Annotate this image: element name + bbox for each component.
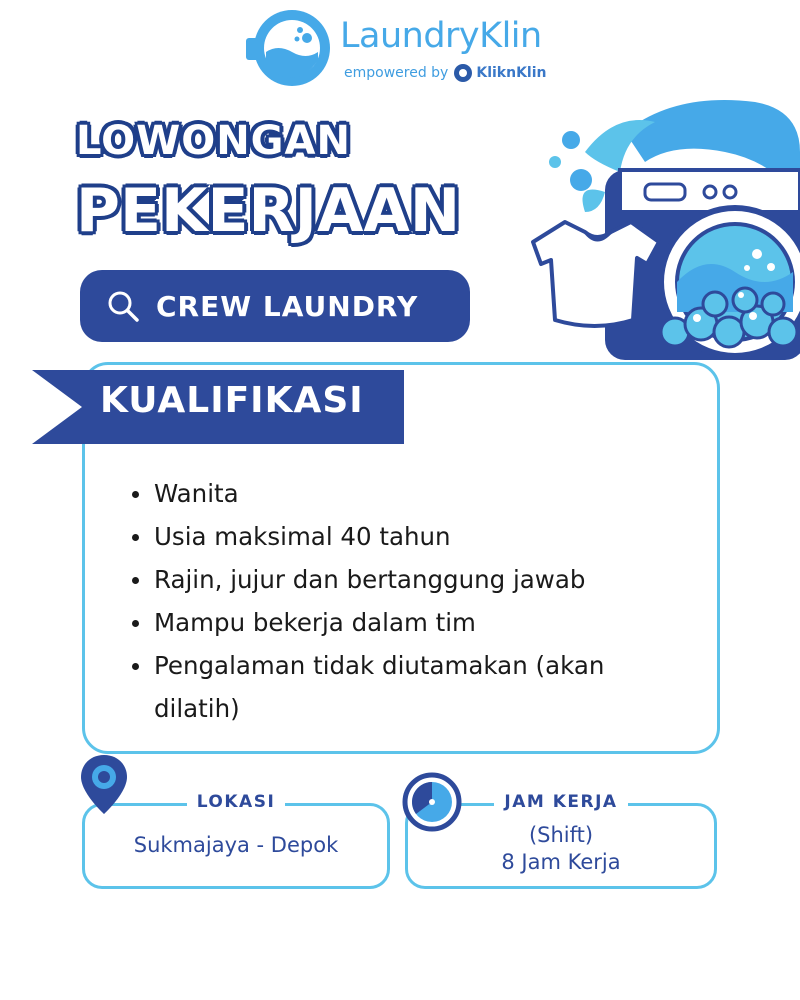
qualification-text: Wanita xyxy=(154,479,239,508)
qualification-item xyxy=(130,515,670,558)
headline-line-2: PEKERJAAN xyxy=(76,176,461,246)
clock-icon xyxy=(402,772,462,832)
location-box-header xyxy=(85,792,387,812)
qualification-text-continued: dilatih) xyxy=(154,694,240,723)
qualification-item xyxy=(130,644,670,730)
washing-machine-logo-icon xyxy=(244,8,336,88)
brand-tagline xyxy=(344,64,546,82)
brand-name: LaundryKlin xyxy=(340,16,542,56)
location-label: LOKASI xyxy=(187,792,286,812)
partner-name: KliknKlin xyxy=(476,65,547,81)
location-value: Sukmajaya - Depok xyxy=(133,833,339,857)
qualifications-heading: KUALIFIKASI xyxy=(100,380,364,421)
qualification-item xyxy=(130,558,670,601)
headline-line-1: LOWONGAN xyxy=(76,118,351,164)
qualification-text: Rajin, jujur dan bertanggung jawab xyxy=(154,565,586,594)
qualification-item xyxy=(130,472,670,515)
tagline-text: empowered by xyxy=(344,65,449,81)
partner-logo-icon xyxy=(454,64,472,82)
qualification-text: Pengalaman tidak diutamakan (akan xyxy=(154,651,605,680)
qualification-text: Usia maksimal 40 tahun xyxy=(154,522,451,551)
search-icon xyxy=(106,289,140,323)
position-pill xyxy=(80,270,470,342)
working-hours-label: JAM KERJA xyxy=(494,792,627,812)
qualifications-list xyxy=(130,472,670,730)
laundry-illustration xyxy=(525,92,800,362)
location-pin-icon xyxy=(78,752,130,818)
working-hours-shift: (Shift) xyxy=(528,823,594,847)
brand-logo xyxy=(244,8,574,90)
qualification-item xyxy=(130,601,670,644)
working-hours-duration: 8 Jam Kerja xyxy=(501,850,621,874)
qualification-text: Mampu bekerja dalam tim xyxy=(154,608,476,637)
position-label: CREW LAUNDRY xyxy=(156,289,419,323)
